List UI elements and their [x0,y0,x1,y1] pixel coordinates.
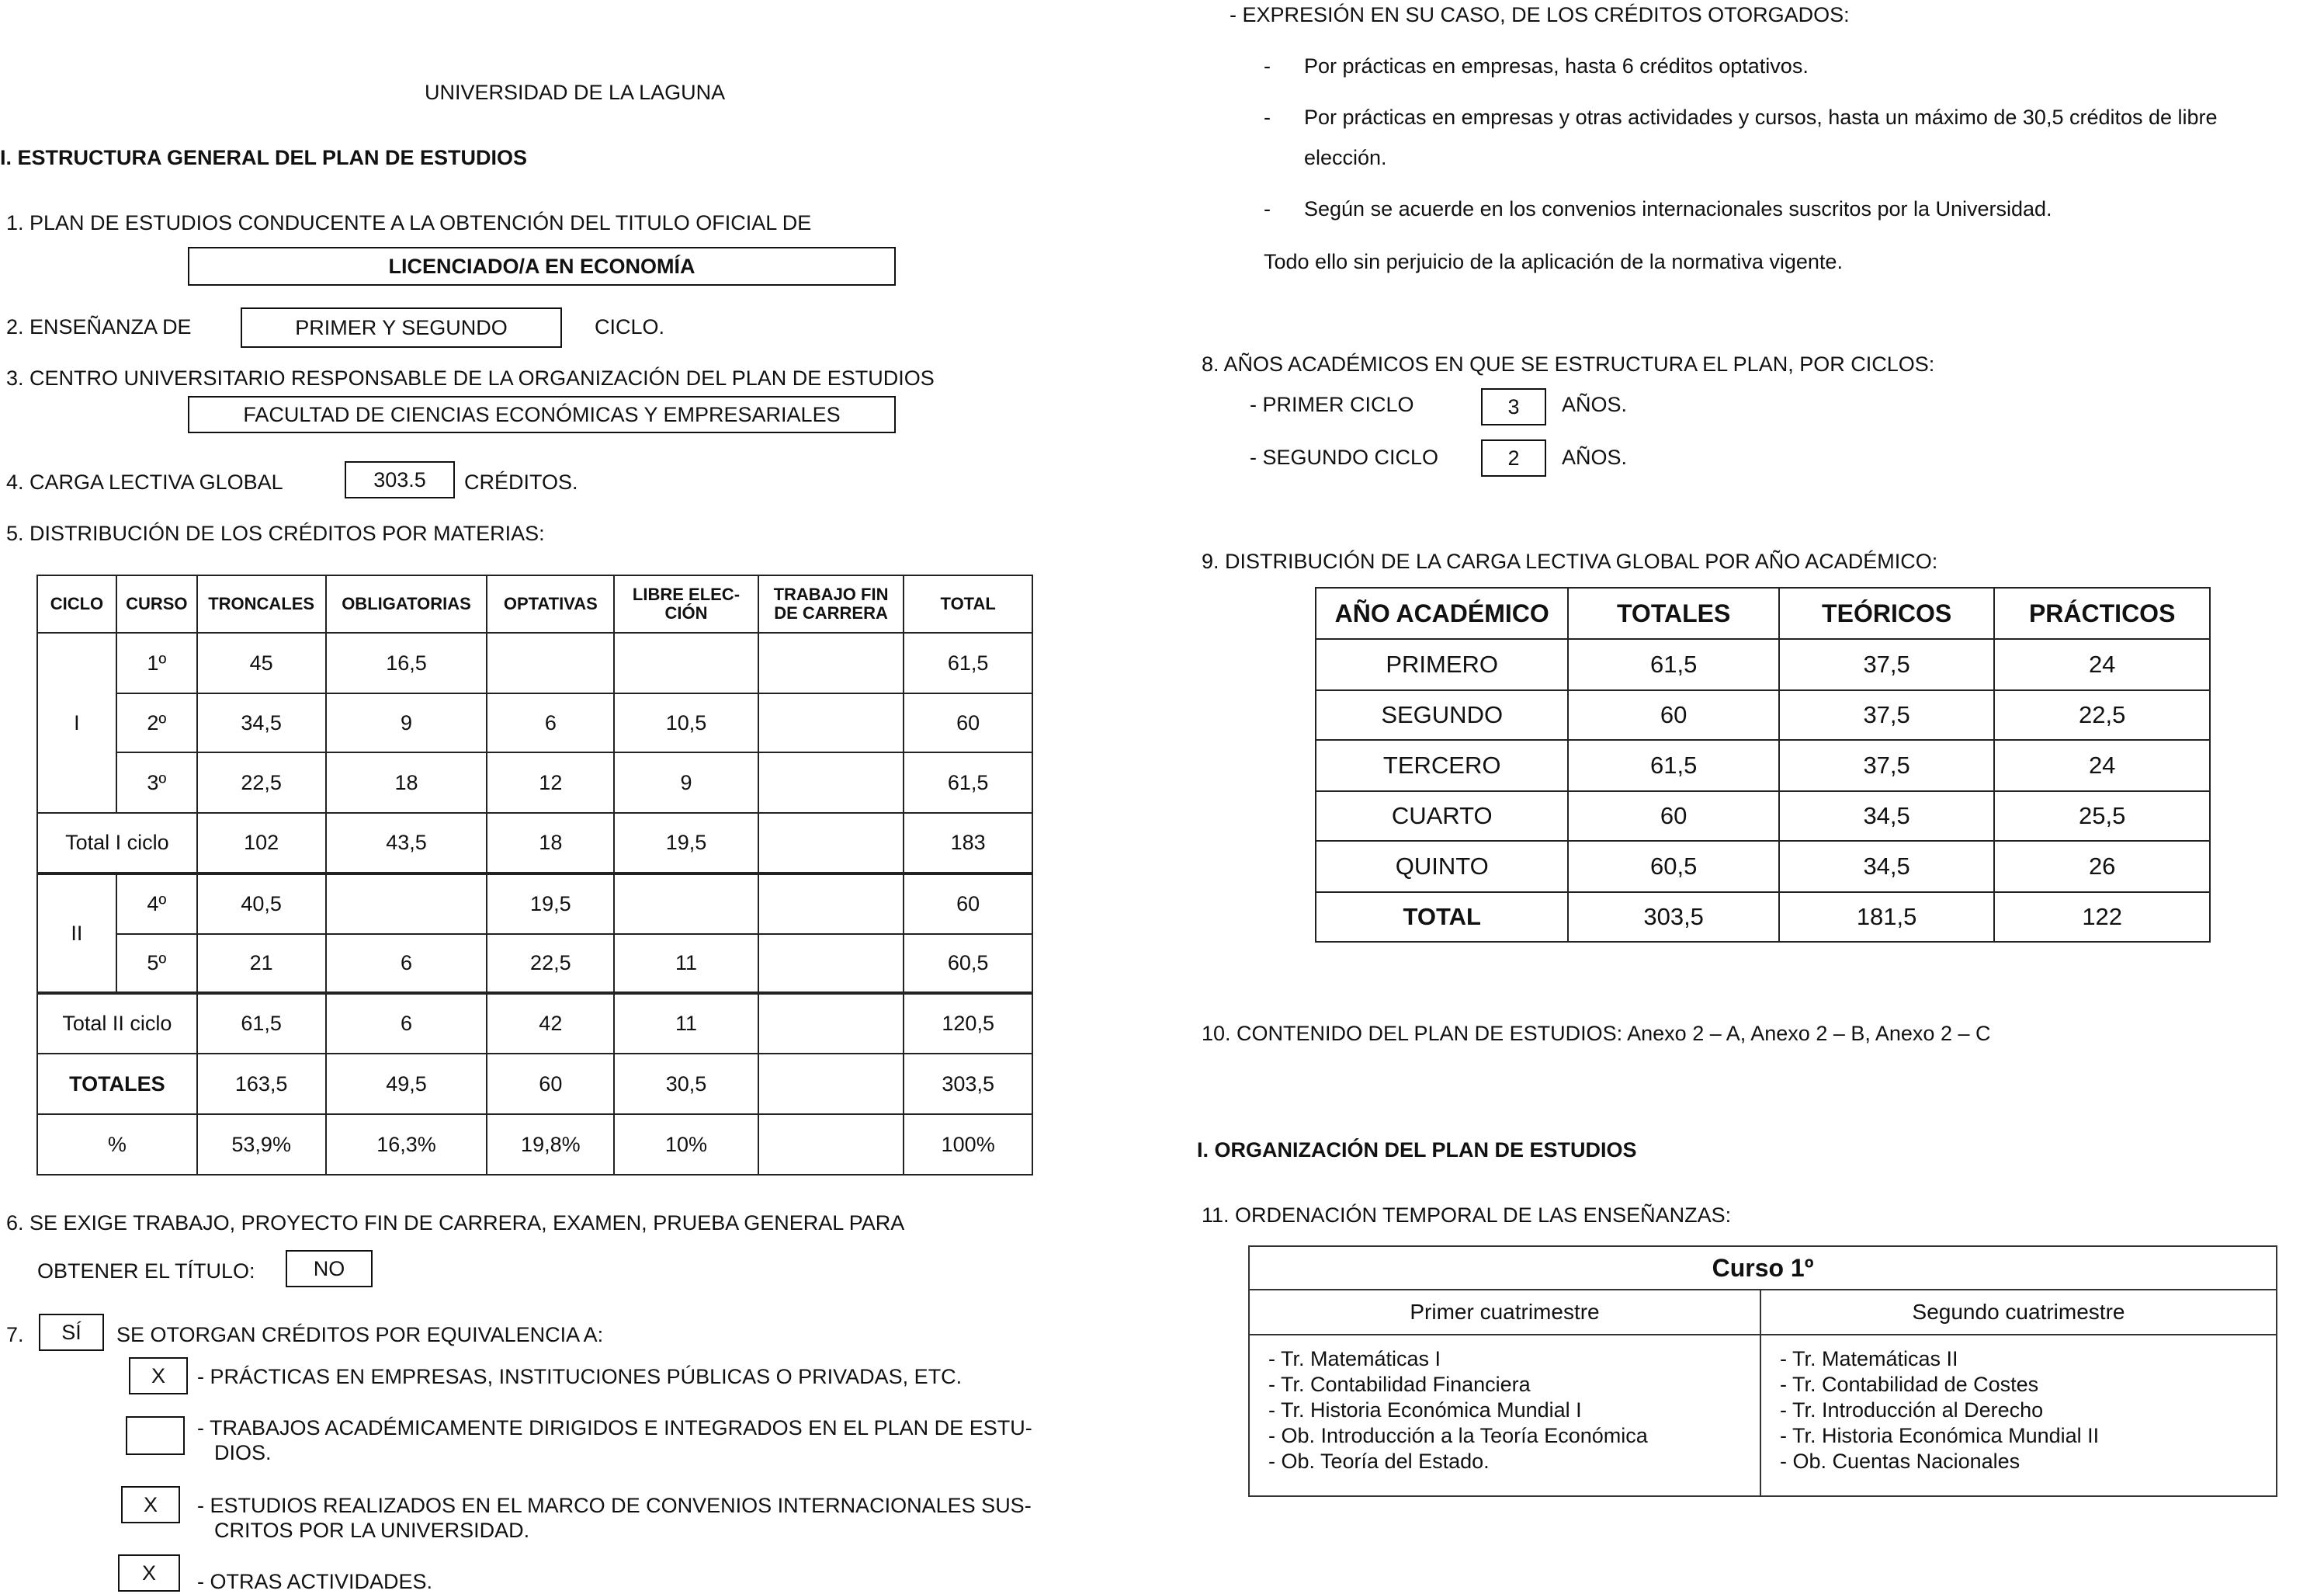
year-cell: QUINTO [1316,841,1568,892]
libre-cell: 10,5 [614,693,758,752]
trabajo-cell [758,1054,904,1114]
curso-title: Curso 1º [1249,1246,2277,1290]
credits-distribution-table [36,575,1033,1176]
table-row [37,873,1032,934]
header-trabajo-fin: TRABAJO FIN DE CARRERA [758,575,904,633]
troncales-cell: 34,5 [197,693,326,752]
ciclo-i-cell: I [37,633,116,813]
expresion-bullet2-line1: Por prácticas en empresas y otras actividades y cursos, hasta un máximo de 30,5 créditos de libre [1304,106,2218,129]
list-item: - Tr. Matemáticas II [1780,1347,1958,1370]
segundo-ciclo-years-box: 2 [1481,439,1546,477]
checkbox-convenios[interactable]: X [121,1486,180,1523]
expresion-note: Todo ello sin perjuicio de la aplicación de la normativa vigente. [1264,250,1843,273]
obligatorias-cell [326,873,487,934]
total-cell: 61,5 [904,633,1032,693]
total-cell: 120,5 [904,993,1032,1054]
list-item: - Tr. Contabilidad de Costes [1780,1373,2039,1396]
item4-suffix: CRÉDITOS. [464,471,578,494]
item6-line2: OBTENER EL TÍTULO: [37,1259,255,1283]
header-ciclo: CICLO [37,575,116,633]
expresion-bullet2-line2: elección. [1304,146,1387,169]
row-label: Total I ciclo [37,813,197,873]
item11-label: 11. ORDENACIÓN TEMPORAL DE LAS ENSEÑANZAS: [1202,1203,1732,1227]
table-row [37,934,1032,993]
libre-cell [614,633,758,693]
segundo-ciclo-unit: AÑOS. [1562,446,1628,469]
practicos-cell: 25,5 [1994,791,2210,841]
table-row [1316,639,2210,690]
header-teoricos: TEÓRICOS [1779,588,1995,639]
teoricos-cell: 37,5 [1779,690,1995,740]
obligatorias-cell: 43,5 [326,813,487,873]
credits-box: 303.5 [345,461,455,498]
troncales-cell: 40,5 [197,873,326,934]
optativas-cell: 19,8% [487,1114,614,1175]
table-row [1316,690,2210,740]
ciclo-ii-cell: II [37,873,116,993]
optativas-cell: 18 [487,813,614,873]
obligatorias-cell: 16,5 [326,633,487,693]
totales-cell: 60,5 [1568,841,1778,892]
trabajo-cell [758,752,904,813]
list-item: - Ob. Introducción a la Teoría Económica [1268,1424,1648,1447]
item2-suffix: CICLO. [595,315,665,339]
trabajo-cell [758,993,904,1054]
header-curso: CURSO [116,575,197,633]
item1-label: 1. PLAN DE ESTUDIOS CONDUCENTE A LA OBTENCIÓN DEL TITULO OFICIAL DE [6,211,812,234]
academic-load-table [1315,587,2211,943]
obligatorias-cell: 6 [326,934,487,993]
faculty-box: FACULTAD DE CIENCIAS ECONÓMICAS Y EMPRESARIALES [188,396,896,433]
item10-value: Anexo 2 – A, Anexo 2 – B, Anexo 2 – C [1627,1022,1991,1045]
total-cell: 303,5 [904,1054,1032,1114]
curso-cell: 1º [116,633,197,693]
teoricos-cell: 34,5 [1779,791,1995,841]
item10-label: 10. CONTENIDO DEL PLAN DE ESTUDIOS: [1202,1022,1623,1045]
libre-cell [614,873,758,934]
libre-cell: 9 [614,752,758,813]
trabajo-cell [758,633,904,693]
libre-cell: 19,5 [614,813,758,873]
trabajo-cell [758,873,904,934]
trabajo-cell [758,1114,904,1175]
table-row [1316,791,2210,841]
trabajo-cell [758,693,904,752]
year-cell: TOTAL [1316,892,1568,942]
optativas-cell [487,633,614,693]
curso-cell: 5º [116,934,197,993]
expresion-title: - EXPRESIÓN EN SU CASO, DE LOS CRÉDITOS OTORGADOS: [1230,3,1850,26]
teoricos-cell: 37,5 [1779,740,1995,791]
practicos-cell: 22,5 [1994,690,2210,740]
table-row [37,993,1032,1054]
section-title-organizacion: I. ORGANIZACIÓN DEL PLAN DE ESTUDIOS [1197,1138,1637,1162]
totales-cell: 60 [1568,690,1778,740]
trabajo-cell [758,934,904,993]
total-cell: 100% [904,1114,1032,1175]
curso-cell: 4º [116,873,197,934]
table-row [37,813,1032,873]
header-practicos: PRÁCTICOS [1994,588,2210,639]
checkbox-trabajos[interactable] [126,1416,185,1455]
item2-label: 2. ENSEÑANZA DE [6,315,192,339]
header-optativas: OPTATIVAS [487,575,614,633]
list-item: - Tr. Historia Económica Mundial I [1268,1398,1582,1422]
segundo-cuatrimestre-header: Segundo cuatrimestre [1760,1290,2277,1335]
totales-cell: 61,5 [1568,639,1778,690]
item7-number: 7. [6,1323,24,1346]
troncales-cell: 53,9% [197,1114,326,1175]
header-totales: TOTALES [1568,588,1778,639]
item10 [1202,1022,1990,1046]
row-label: Total II ciclo [37,993,197,1054]
obligatorias-cell: 9 [326,693,487,752]
header-ano-academico: AÑO ACADÉMICO [1316,588,1568,639]
item4-label: 4. CARGA LECTIVA GLOBAL [6,471,283,494]
totales-cell: 60 [1568,791,1778,841]
expresion-bullet3: Según se acuerde en los convenios internacionales suscritos por la Universidad. [1304,197,2052,221]
troncales-cell: 45 [197,633,326,693]
cycle-box: PRIMER Y SEGUNDO [241,307,562,348]
option-trabajos-line2: DIOS. [214,1441,272,1464]
teoricos-cell: 34,5 [1779,841,1995,892]
practicos-cell: 26 [1994,841,2210,892]
header-libre-eleccion: LIBRE ELEC- CIÓN [614,575,758,633]
primer-ciclo-years-box: 3 [1481,388,1546,425]
bullet-dash: - [1264,54,1271,78]
curso-cell: 3º [116,752,197,813]
total-cell: 60,5 [904,934,1032,993]
curso-cell: 2º [116,693,197,752]
bullet-dash: - [1264,197,1271,221]
table-row [1316,740,2210,791]
optativas-cell: 19,5 [487,873,614,934]
total-cell: 183 [904,813,1032,873]
row-label: TOTALES [37,1054,197,1114]
year-cell: PRIMERO [1316,639,1568,690]
primer-ciclo-label: - PRIMER CICLO [1250,393,1414,416]
university-name: UNIVERSIDAD DE LA LAGUNA [425,81,726,104]
teoricos-cell: 181,5 [1779,892,1995,942]
troncales-cell: 163,5 [197,1054,326,1114]
curso-1-table [1248,1245,2277,1497]
troncales-cell: 102 [197,813,326,873]
primer-cuatrimestre-list [1249,1335,1760,1496]
practicos-cell: 24 [1994,740,2210,791]
bullet-dash: - [1264,106,1271,129]
practicos-cell: 24 [1994,639,2210,690]
obligatorias-cell: 16,3% [326,1114,487,1175]
section-title-estructura: I. ESTRUCTURA GENERAL DEL PLAN DE ESTUDIOS [0,146,528,169]
option-trabajos-line1: - TRABAJOS ACADÉMICAMENTE DIRIGIDOS E INTEGRADOS EN EL PLAN DE ESTU- [197,1416,1032,1439]
list-item: - Tr. Contabilidad Financiera [1268,1373,1531,1396]
libre-cell: 10% [614,1114,758,1175]
option-convenios-line2: CRITOS POR LA UNIVERSIDAD. [214,1519,530,1542]
total-cell: 60 [904,693,1032,752]
obligatorias-cell: 18 [326,752,487,813]
troncales-cell: 61,5 [197,993,326,1054]
primer-cuatrimestre-header: Primer cuatrimestre [1249,1290,1760,1335]
obligatorias-cell: 49,5 [326,1054,487,1114]
table-row [37,693,1032,752]
table-row [37,752,1032,813]
header-obligatorias: OBLIGATORIAS [326,575,487,633]
libre-cell: 11 [614,934,758,993]
expresion-bullet1: Por prácticas en empresas, hasta 6 créditos optativos. [1304,54,1809,78]
header-troncales: TRONCALES [197,575,326,633]
item7-label: SE OTORGAN CRÉDITOS POR EQUIVALENCIA A: [116,1323,604,1346]
primer-ciclo-unit: AÑOS. [1562,393,1628,416]
table-row [37,1054,1032,1114]
row-label: % [37,1114,197,1175]
checkbox-practicas[interactable]: X [129,1357,188,1394]
header-total: TOTAL [904,575,1032,633]
checkbox-otras[interactable]: X [118,1554,180,1592]
item6-line1: 6. SE EXIGE TRABAJO, PROYECTO FIN DE CARRERA, EXAMEN, PRUEBA GENERAL PARA [6,1211,905,1235]
libre-cell: 30,5 [614,1054,758,1114]
totales-cell: 303,5 [1568,892,1778,942]
obligatorias-cell: 6 [326,993,487,1054]
optativas-cell: 12 [487,752,614,813]
optativas-cell: 6 [487,693,614,752]
item8-label: 8. AÑOS ACADÉMICOS EN QUE SE ESTRUCTURA EL PLAN, POR CICLOS: [1202,352,1935,376]
table-row [37,1114,1032,1175]
list-item: - Tr. Introducción al Derecho [1780,1398,2044,1422]
option-convenios-line1: - ESTUDIOS REALIZADOS EN EL MARCO DE CONVENIOS INTERNACIONALES SUS- [197,1494,1032,1517]
segundo-cuatrimestre-list [1760,1335,2277,1496]
list-item: - Tr. Matemáticas I [1268,1347,1441,1370]
practicos-cell: 122 [1994,892,2210,942]
table-row [1316,892,2210,942]
troncales-cell: 22,5 [197,752,326,813]
degree-title-box: LICENCIADO/A EN ECONOMÍA [188,247,896,286]
year-cell: SEGUNDO [1316,690,1568,740]
year-cell: TERCERO [1316,740,1568,791]
item3-label: 3. CENTRO UNIVERSITARIO RESPONSABLE DE LA ORGANIZACIÓN DEL PLAN DE ESTUDIOS [6,366,935,390]
item5-label: 5. DISTRIBUCIÓN DE LOS CRÉDITOS POR MATERIAS: [6,522,545,545]
trabajo-cell [758,813,904,873]
teoricos-cell: 37,5 [1779,639,1995,690]
equivalence-yes-box: SÍ [39,1314,104,1351]
table-row [1316,841,2210,892]
optativas-cell: 60 [487,1054,614,1114]
list-item: - Ob. Teoría del Estado. [1268,1450,1490,1473]
segundo-ciclo-label: - SEGUNDO CICLO [1250,446,1439,469]
year-cell: CUARTO [1316,791,1568,841]
option-practicas: - PRÁCTICAS EN EMPRESAS, INSTITUCIONES PÚBLICAS O PRIVADAS, ETC. [197,1365,963,1388]
exam-required-box: NO [286,1250,373,1287]
item9-label: 9. DISTRIBUCIÓN DE LA CARGA LECTIVA GLOBAL POR AÑO ACADÉMICO: [1202,550,1938,573]
optativas-cell: 22,5 [487,934,614,993]
optativas-cell: 42 [487,993,614,1054]
table-row [37,633,1032,693]
troncales-cell: 21 [197,934,326,993]
totales-cell: 61,5 [1568,740,1778,791]
total-cell: 61,5 [904,752,1032,813]
list-item: - Ob. Cuentas Nacionales [1780,1450,2020,1473]
option-otras: - OTRAS ACTIVIDADES. [197,1570,433,1593]
total-cell: 60 [904,873,1032,934]
list-item: - Tr. Historia Económica Mundial II [1780,1424,2100,1447]
libre-cell: 11 [614,993,758,1054]
